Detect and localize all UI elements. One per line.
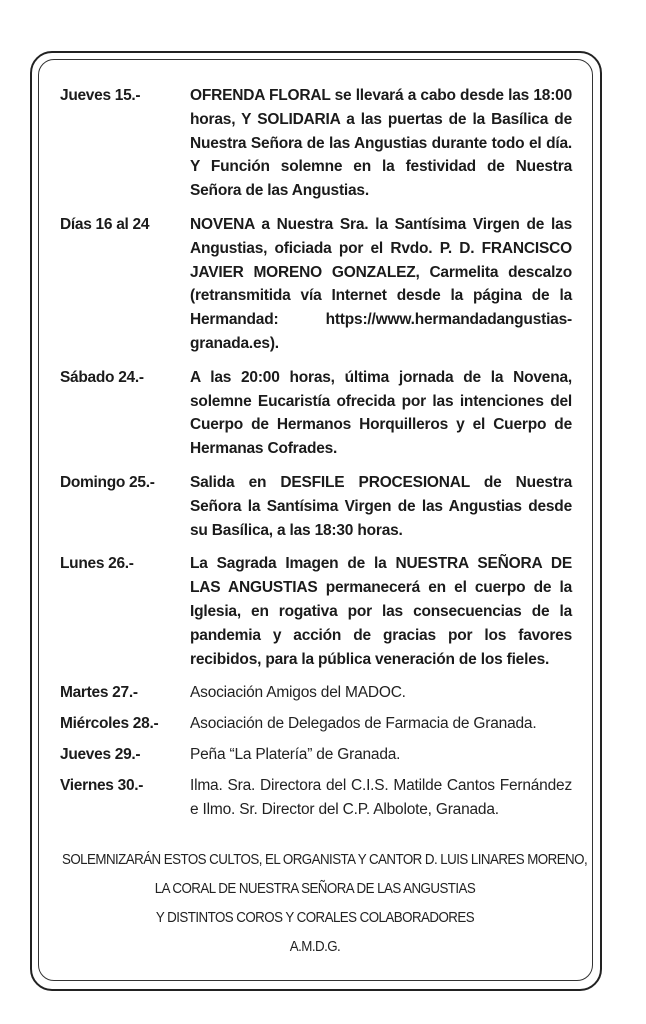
schedule-entry (60, 84, 572, 203)
entry-description: A las 20:00 horas, última jornada de la Novena, solemne Eucaristía ofrecida por las intenciones del Cuerpo de Hermanos Horquilleros y el Cuerpo de Hermanas Cofrades. (190, 368, 572, 458)
entry-description: Peña “La Platería” de Granada. (190, 746, 401, 764)
schedule-entry (60, 774, 572, 822)
schedule-entry (60, 681, 572, 705)
entry-date: Domingo 25.- (60, 473, 155, 491)
entry-description: La Sagrada Imagen de la NUESTRA SEÑORA DE LAS ANGUSTIAS permanecerá en el cuerpo de la Iglesia, en rogativa por las consecuencias de la pandemia y acción de gracias por los favores recibidos, para la pública veneración de los fieles. (190, 555, 572, 668)
footer-line: A.M.D.G. (289, 939, 341, 955)
entry-date: Lunes 26.- (60, 555, 134, 573)
entry-description: Asociación Amigos del MADOC. (190, 684, 406, 702)
schedule-entry (60, 366, 572, 461)
schedule-entry (60, 552, 572, 671)
entry-date: Viernes 30.- (60, 777, 144, 795)
entry-description: Ilma. Sra. Directora del C.I.S. Matilde Cantos Fernández e Ilmo. Sr. Director del C.P. Albolote, Granada. (190, 777, 572, 819)
entry-description: Asociación de Delegados de Farmacia de Granada. (190, 715, 537, 733)
entry-date: Jueves 15.- (60, 87, 141, 104)
schedule-list (60, 84, 572, 829)
schedule-entry (60, 471, 572, 542)
entry-description: NOVENA a Nuestra Sra. la Santísima Virgen de las Angustias, oficiada por el Rvdo. P. D. FRANCISCO JAVIER MORENO GONZALEZ, Carmelita descalzo (retransmitida vía Internet desde la página de la Hermandad: https://www.hermandadangustias-granada.es). (190, 215, 572, 352)
schedule-entry (60, 712, 572, 736)
entry-description: Salida en DESFILE PROCESIONAL de Nuestra Señora la Santísima Virgen de las Angustias desde su Basílica, a las 18:30 horas. (190, 473, 572, 539)
footer-line: SOLEMNIZARÁN ESTOS CULTOS, EL ORGANISTA Y CANTOR D. LUIS LINARES MORENO, (62, 852, 588, 868)
schedule-entry (60, 743, 572, 767)
footer-line: Y DISTINTOS COROS Y CORALES COLABORADORES (155, 910, 475, 926)
footer-line: LA CORAL DE NUESTRA SEÑORA DE LAS ANGUSTIAS (154, 881, 476, 897)
entry-date: Jueves 29.- (60, 746, 141, 764)
entry-date: Miércoles 28.- (60, 715, 159, 733)
entry-date: Martes 27.- (60, 684, 138, 702)
entry-date: Sábado 24.- (60, 368, 144, 386)
schedule-entry (60, 213, 572, 356)
entry-description: OFRENDA FLORAL se llevará a cabo desde las 18:00 horas, Y SOLIDARIA a las puertas de la Basílica de Nuestra Señora de las Angustias durante todo el día. Y Función solemne en la festividad de Nuestra Señora de las Angustias. (190, 87, 572, 200)
footer-credits (62, 846, 588, 962)
entry-date: Días 16 al 24 (60, 215, 150, 233)
